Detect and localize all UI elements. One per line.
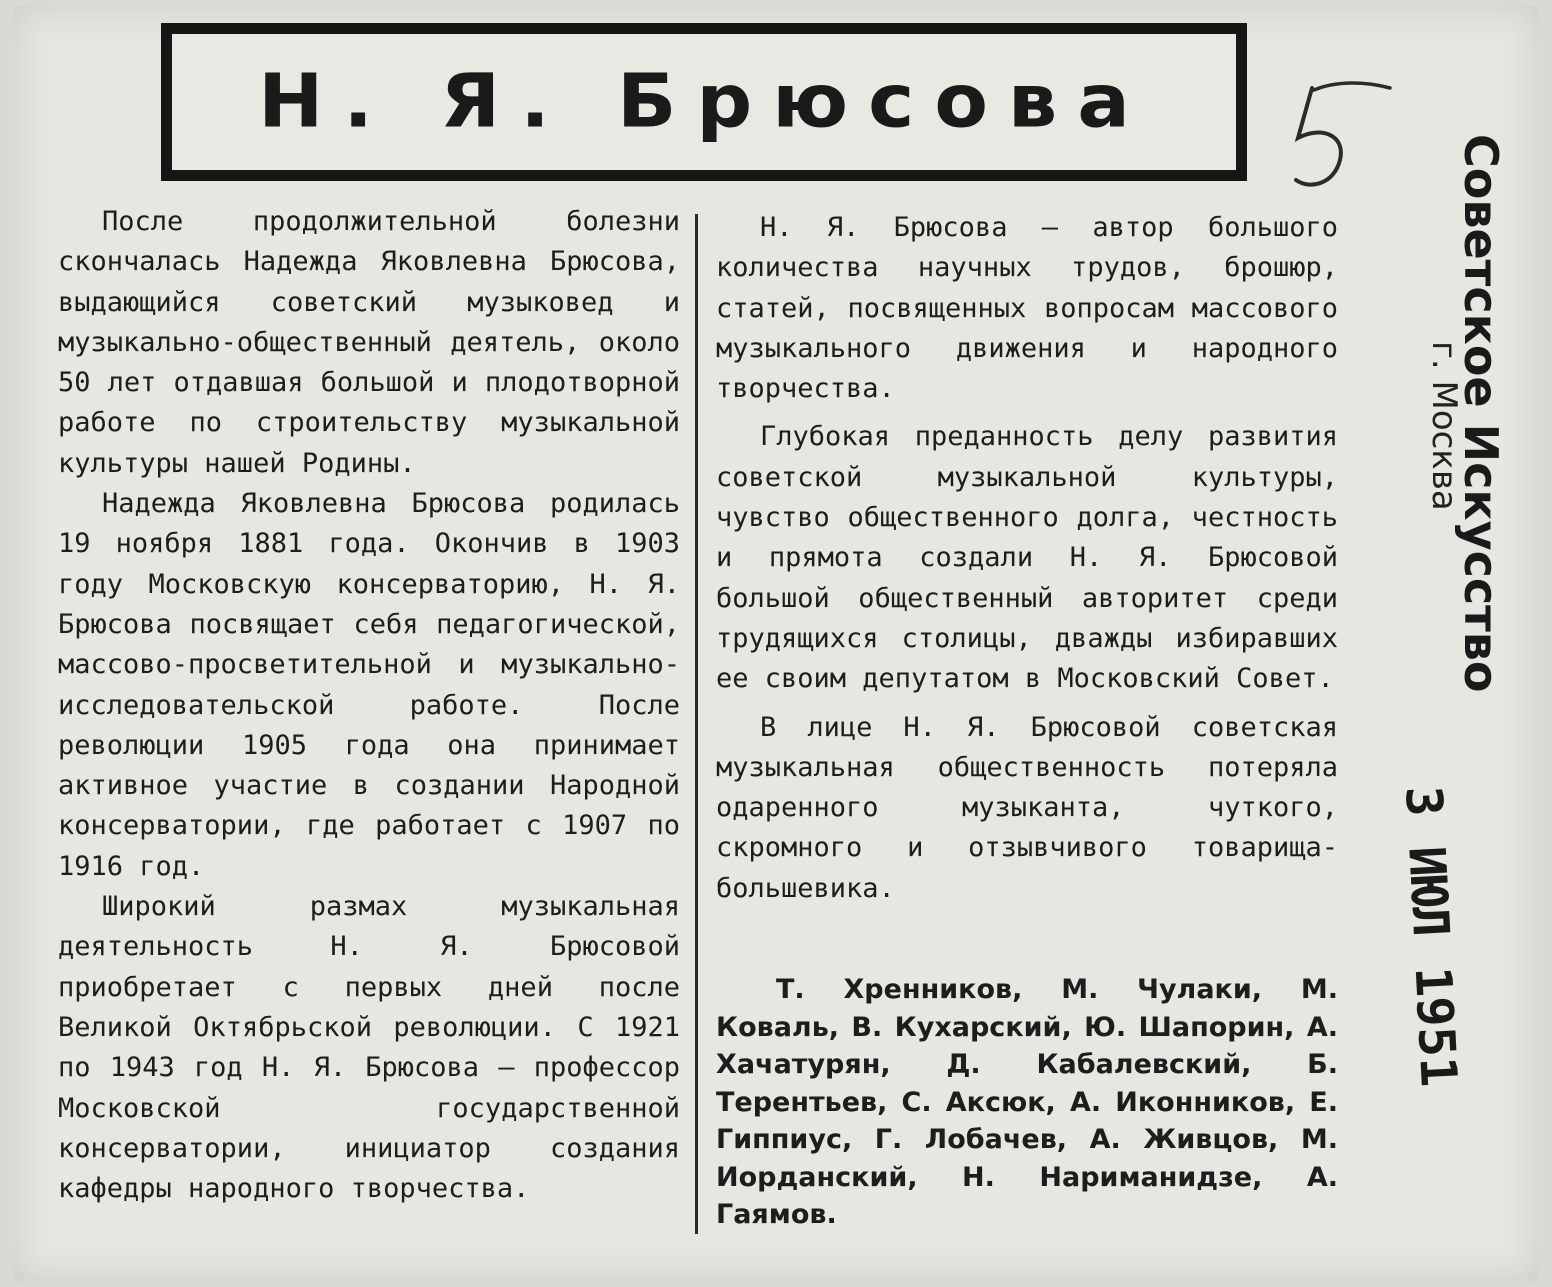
left-column — [58, 202, 680, 1209]
right-column — [716, 208, 1338, 909]
paragraph: Н. Я. Брюсова — автор большого количества научных трудов, брошюр, статей, посвященных вопросам массового музыкального движения и народного творчества. — [716, 212, 1338, 405]
newspaper-name: Советское Искусство — [1454, 134, 1508, 693]
headline-box — [161, 23, 1247, 181]
paragraph: Надежда Яковлевна Брюсова родилась 19 ноября 1881 года. Окончив в 1903 году Московскую консерваторию, Н. Я. Брюсова посвящает себя педагогической, массово-просветительной и музыкально-исследовательской работе. После революции 1905 года она принимает активное участие в создании Народной консерватории, где работает с 1907 по 1916 год. — [58, 488, 680, 882]
headline: Н. Я. Брюсова — [258, 59, 1150, 145]
paragraph: Широкий размах музыкальная деятельность Н. Я. Брюсовой приобретает с первых дней после Великой Октябрьской революции. С 1921 по 1943 год Н. Я. Брюсова — профессор Московской государственной консерватории, инициатор создания кафедры народного творчества. — [58, 891, 680, 1205]
newspaper-clipping — [14, 6, 1538, 1281]
paragraph: После продолжительной болезни скончалась Надежда Яковлевна Брюсова, выдающийся советский музыковед и музыкально-общественный деятель, около 50 лет отдавшая большой и плодотворной работе по строительству музыкальной культуры нашей Родины. — [58, 206, 680, 479]
date-stamp: 3 ИЮЛ 1951 — [1394, 784, 1468, 1089]
city-name: г. Москва — [1424, 341, 1464, 511]
paragraph: Глубокая преданность делу развития советской музыкальной культуры, чувство общественного долга, честность и прямота создали Н. Я. Брюсовой большой общественный авторитет среди трудящихся столицы, дважды избиравших ее своим депутатом в Московский Совет. — [716, 421, 1338, 695]
handwritten-page-number — [1290, 76, 1400, 196]
paragraph: В лице Н. Я. Брюсовой советская музыкальная общественность потеряла одаренного музыканта, чуткого, скромного и отзывчивого товарища-большевика. — [716, 711, 1338, 904]
signatures: Т. Хренников, М. Чулаки, М. Коваль, В. Кухарский, Ю. Шапорин, А. Хачатурян, Д. Кабалевский, Б. Терентьев, С. Аксюк, А. Иконников, Е. Гиппиус, Г. Лобачев, А. Живцов, М. Иорданский, Н. Нариманидзе, А. Гаямов. — [716, 974, 1338, 1230]
column-divider — [695, 214, 698, 1234]
